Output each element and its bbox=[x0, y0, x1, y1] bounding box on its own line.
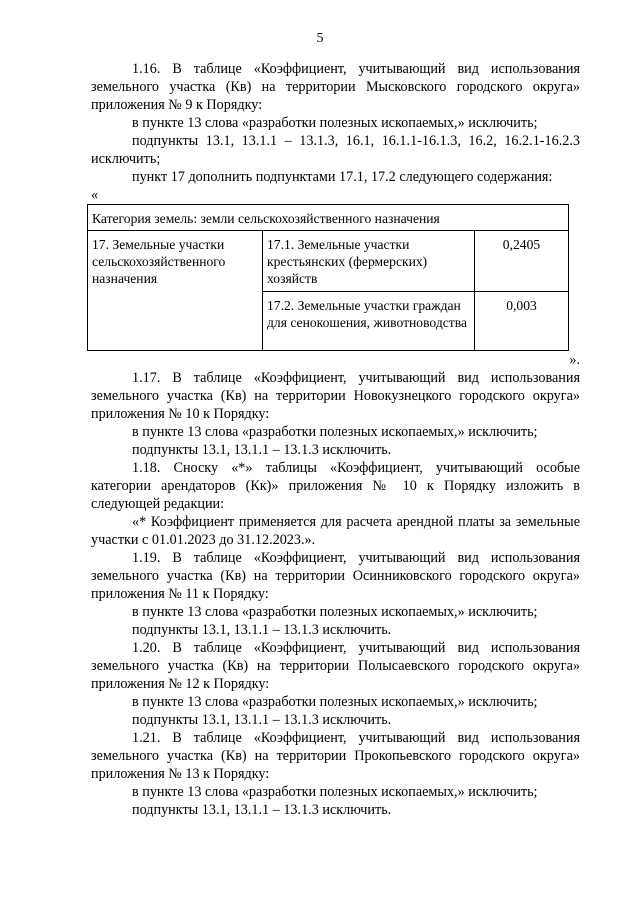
table-row bbox=[88, 231, 569, 292]
paragraph-1-21-item-1: в пункте 13 слова «разработки полезных ископаемых,» исключить; bbox=[132, 784, 538, 800]
table-item-name: 17.2. Земельные участки граждан для сенокошения, животноводства bbox=[263, 291, 475, 351]
page-number: 5 bbox=[316, 31, 324, 46]
document-body bbox=[91, 60, 580, 819]
paragraph-1-20-item-2: подпункты 13.1, 13.1.1 – 13.1.3 исключить. bbox=[132, 712, 392, 728]
paragraph-1-16-item-2: подпункты 13.1, 13.1.1 – 13.1.3, 16.1, 16.1.1-16.1.3, 16.2, 16.2.1-16.2.3 исключить; bbox=[91, 133, 580, 167]
quote-open-mark: « bbox=[91, 187, 99, 203]
paragraph-1-21-item-2: подпункты 13.1, 13.1.1 – 13.1.3 исключить. bbox=[132, 802, 392, 818]
paragraph-1-20: 1.20. В таблице «Коэффициент, учитывающий вид использования земельного участка (Кв) на территории Полысаевского городского округа» приложения № 12 к Порядку: bbox=[91, 640, 580, 692]
paragraph-1-19-item-2: подпункты 13.1, 13.1.1 – 13.1.3 исключить. bbox=[132, 622, 392, 638]
paragraph-1-18-footnote: «* Коэффициент применяется для расчета арендной платы за земельные участки с 01.01.2023 до 31.12.2023.». bbox=[91, 514, 580, 548]
paragraph-1-19: 1.19. В таблице «Коэффициент, учитывающий вид использования земельного участка (Кв) на территории Осинниковского городского округа» приложения № 11 к Порядку: bbox=[91, 550, 580, 602]
table-item-value: 0,2405 bbox=[475, 231, 569, 292]
table-header-row bbox=[88, 205, 569, 231]
table-item-value: 0,003 bbox=[475, 291, 569, 351]
coefficient-table bbox=[87, 204, 569, 351]
table-item-name: 17.1. Земельные участки крестьянских (фермерских) хозяйств bbox=[263, 231, 475, 292]
paragraph-1-21: 1.21. В таблице «Коэффициент, учитывающий вид использования земельного участка (Кв) на территории Прокопьевского городского округа» приложения № 13 к Порядку: bbox=[91, 730, 580, 782]
paragraph-1-16: 1.16. В таблице «Коэффициент, учитывающий вид использования земельного участка (Кв) на территории Мысковского городского округа» приложения № 9 к Порядку: bbox=[91, 61, 580, 113]
table-group-cell: 17. Земельные участки сельскохозяйственного назначения bbox=[88, 231, 263, 351]
paragraph-1-16-item-1: в пункте 13 слова «разработки полезных ископаемых,» исключить; bbox=[132, 115, 538, 131]
paragraph-1-17-item-1: в пункте 13 слова «разработки полезных ископаемых,» исключить; bbox=[132, 424, 538, 440]
paragraph-1-20-item-1: в пункте 13 слова «разработки полезных ископаемых,» исключить; bbox=[132, 694, 538, 710]
paragraph-1-19-item-1: в пункте 13 слова «разработки полезных ископаемых,» исключить; bbox=[132, 604, 538, 620]
table-category-header: Категория земель: земли сельскохозяйственного назначения bbox=[88, 205, 569, 231]
paragraph-1-18: 1.18. Сноску «*» таблицы «Коэффициент, учитывающий особые категории арендаторов (Кк)» приложения № 10 к Порядку изложить в следующей редакции: bbox=[91, 460, 580, 512]
paragraph-1-17: 1.17. В таблице «Коэффициент, учитывающий вид использования земельного участка (Кв) на территории Новокузнецкого городского округа» приложения № 10 к Порядку: bbox=[91, 370, 580, 422]
paragraph-1-16-item-3: пункт 17 дополнить подпунктами 17.1, 17.2 следующего содержания: bbox=[132, 169, 553, 185]
quote-close-mark: ». bbox=[569, 352, 580, 368]
paragraph-1-17-item-2: подпункты 13.1, 13.1.1 – 13.1.3 исключить. bbox=[132, 442, 392, 458]
